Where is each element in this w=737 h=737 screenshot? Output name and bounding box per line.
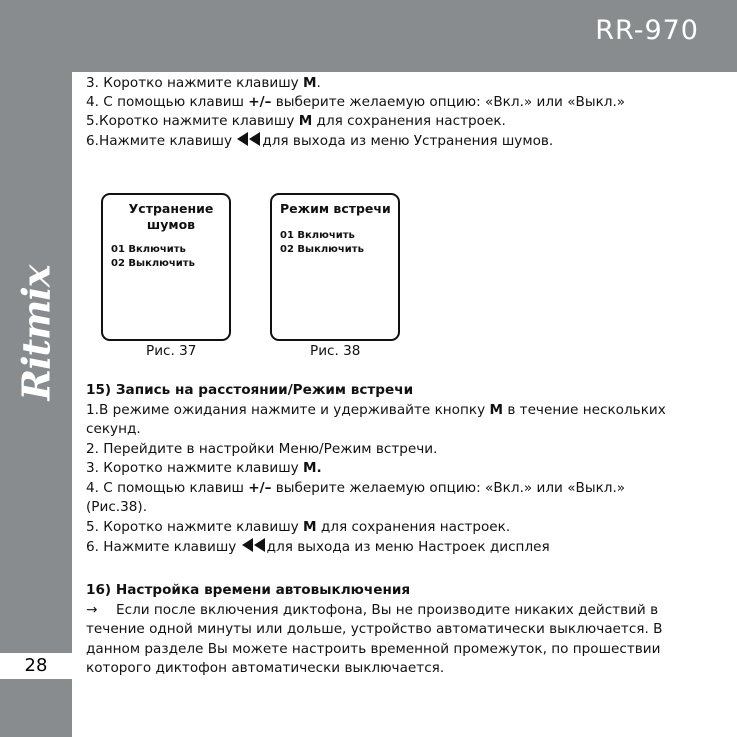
figure-37-option-1: 01 Включить	[111, 244, 186, 255]
section-15-step-2: 2. Перейдите в настройки Меню/Режим встречи.	[86, 440, 438, 457]
section-15-step-4: 4. С помощью клавиш +/– выберите желаемую опцию: «Вкл.» или «Выкл.»	[86, 479, 626, 496]
section-16	[86, 581, 726, 679]
figure-38-title: Режим встречи	[280, 201, 391, 216]
section-15-step-4-cont: (Рис.38).	[86, 499, 148, 515]
figure-38-option-1: 01 Включить	[280, 230, 355, 241]
step-3: 3. Коротко нажмите клавишу M.	[86, 75, 321, 91]
section-15-step-1: 1.В режиме ожидания нажмите и удерживайте кнопку M в течение нескольких секунд.	[86, 401, 666, 437]
figure-38-option-2: 02 Выключить	[280, 244, 364, 255]
section-16-body: → Если после включения диктофона, Вы не производите никаких действий в течение одной минуты или дольше, устройство автоматически выключается. В данном разделе Вы можете настроить временной промежуток, по прошествии которого диктофон автоматически выключается.	[86, 601, 663, 676]
section-15-heading: 15) Запись на расстоянии/Режим встречи	[86, 382, 414, 398]
section-15-step-3: 3. Коротко нажмите клавишу M.	[86, 460, 322, 476]
step-5: 5.Коротко нажмите клавишу M для сохранения настроек.	[86, 113, 506, 129]
step-4: 4. С помощью клавиш +/– выберите желаемую опцию: «Вкл.» или «Выкл.»	[86, 94, 626, 110]
rewind-icon	[236, 131, 262, 147]
top-steps	[86, 74, 726, 151]
figure-37-option-2: 02 Выключить	[111, 258, 195, 269]
arrow-icon: →	[86, 601, 98, 618]
section-16-heading: 16) Настройка времени автовыключения	[86, 582, 411, 598]
page-number: 28	[0, 653, 72, 679]
brand-logo: Ritmix	[13, 265, 59, 401]
figure-37-screen	[101, 193, 231, 341]
rewind-icon	[241, 537, 267, 553]
section-15	[86, 381, 726, 558]
section-15-step-5: 5. Коротко нажмите клавишу M для сохранения настроек.	[86, 518, 511, 535]
step-6: 6.Нажмите клавишу для выхода из меню Устранения шумов.	[86, 133, 554, 149]
figure-38-caption: Рис. 38	[310, 343, 361, 359]
model-name: RR-970	[595, 15, 699, 46]
figure-37-caption: Рис. 37	[146, 343, 197, 359]
section-15-step-6: 6. Нажмите клавишу для выхода из меню Настроек дисплея	[86, 539, 550, 555]
figure-38-screen	[270, 193, 400, 341]
figure-37-title: Устранение шумов	[128, 201, 214, 232]
